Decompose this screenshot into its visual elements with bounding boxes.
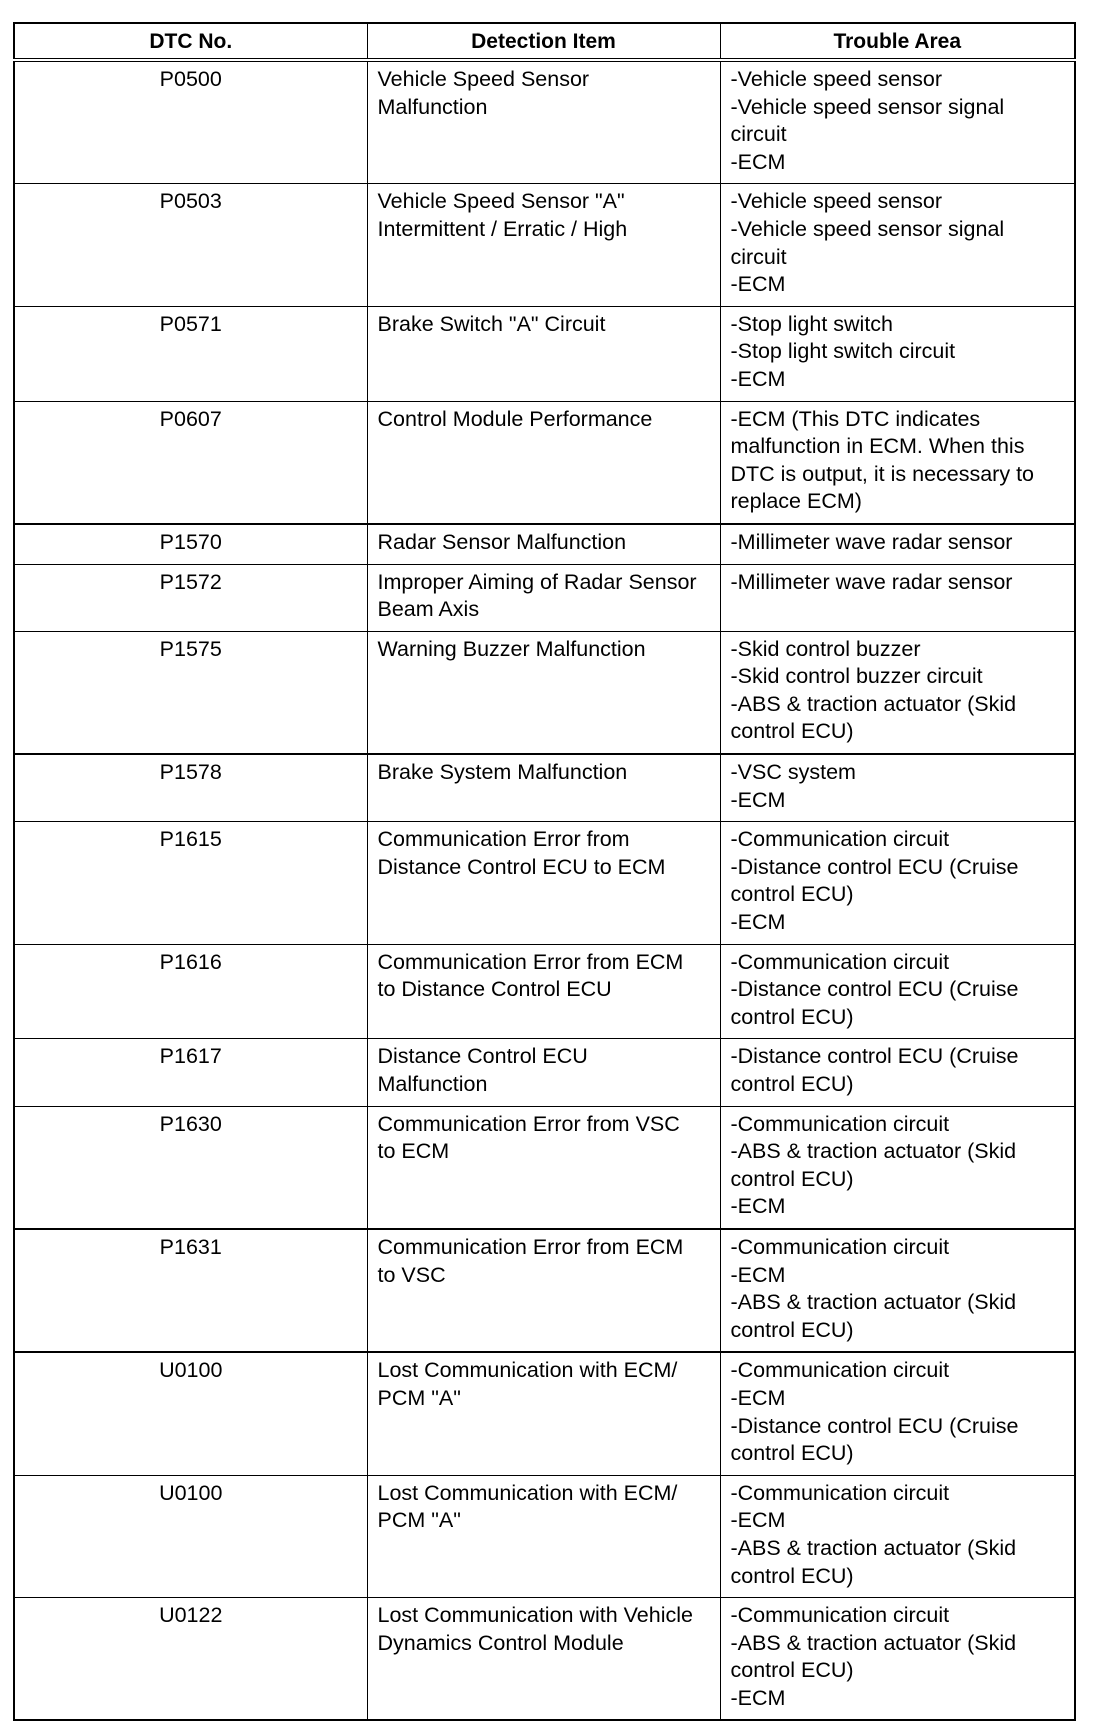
trouble-area-line: -Vehicle speed sensor signal (730, 216, 1005, 241)
trouble-area-line: control ECU) (730, 1166, 854, 1191)
table-row (14, 1229, 1075, 1352)
trouble-area (720, 1475, 1075, 1597)
trouble-area (720, 184, 1075, 306)
table-row (14, 524, 1075, 564)
trouble-area-line: -ECM (730, 787, 786, 812)
trouble-area (720, 631, 1075, 754)
trouble-area-line: circuit (730, 122, 787, 147)
dtc-code: P1570 (14, 524, 367, 564)
trouble-area-line: -Vehicle speed sensor (730, 67, 943, 91)
trouble-area-line: replace ECM) (730, 489, 862, 514)
header-dtc-no: DTC No. (14, 23, 367, 60)
table-row (14, 184, 1075, 306)
trouble-area-line: control ECU) (730, 719, 854, 744)
detection-item-line: Brake System Malfunction (377, 760, 628, 785)
trouble-area-line: -ABS & traction actuator (Skid (730, 1290, 1017, 1315)
detection-item (367, 306, 720, 401)
trouble-area-line: -ECM (730, 910, 786, 935)
detection-item-line: Control Module Performance (377, 406, 653, 431)
trouble-area-line: -VSC system (730, 760, 856, 785)
table-row (14, 60, 1075, 184)
detection-item-line: Brake Switch "A" Circuit (377, 311, 606, 336)
table-row (14, 822, 1075, 944)
header-detection-item: Detection Item (367, 23, 720, 60)
trouble-area (720, 401, 1075, 524)
detection-item-line: Communication Error from (377, 827, 630, 852)
trouble-area-line: -Distance control ECU (Cruise (730, 1413, 1019, 1438)
trouble-area (720, 1598, 1075, 1721)
detection-item-line: Beam Axis (377, 597, 480, 622)
detection-item-line: PCM "A" (377, 1385, 461, 1410)
trouble-area-line: -Communication circuit (730, 949, 950, 974)
detection-item-line: Communication Error from ECM (377, 1234, 684, 1259)
detection-item-line: Dynamics Control Module (377, 1630, 624, 1655)
trouble-area-line: -Millimeter wave radar sensor (730, 529, 1013, 554)
trouble-area-line: -Stop light switch (730, 311, 894, 336)
trouble-area (720, 1352, 1075, 1475)
dtc-code: P0503 (14, 184, 367, 306)
header-trouble-area: Trouble Area (720, 23, 1075, 60)
trouble-area-line: -ECM (730, 149, 786, 174)
detection-item-line: Communication Error from VSC (377, 1111, 680, 1136)
trouble-area-line: -ECM (730, 1385, 786, 1410)
detection-item (367, 1475, 720, 1597)
trouble-area (720, 944, 1075, 1039)
detection-item (367, 1598, 720, 1721)
trouble-area-line: -Communication circuit (730, 1358, 950, 1383)
detection-item (367, 1106, 720, 1229)
detection-item-line: to ECM (377, 1139, 450, 1164)
dtc-code: P1572 (14, 564, 367, 631)
header-row (14, 23, 1075, 60)
trouble-area-line: -Distance control ECU (Cruise (730, 854, 1019, 879)
trouble-area (720, 1039, 1075, 1106)
dtc-code: P1630 (14, 1106, 367, 1229)
dtc-code: P1578 (14, 754, 367, 822)
trouble-area (720, 524, 1075, 564)
trouble-area-line: -ABS & traction actuator (Skid (730, 1535, 1017, 1560)
trouble-area-line: control ECU) (730, 1004, 854, 1029)
detection-item-line: Distance Control ECU to ECM (377, 854, 666, 879)
detection-item-line: to VSC (377, 1262, 446, 1287)
dtc-code: U0122 (14, 1598, 367, 1721)
detection-item (367, 944, 720, 1039)
dtc-code: P1575 (14, 631, 367, 754)
detection-item-line: Intermittent / Erratic / High (377, 216, 628, 241)
trouble-area (720, 1229, 1075, 1352)
detection-item-line: Radar Sensor Malfunction (377, 529, 627, 554)
detection-item (367, 184, 720, 306)
table-row (14, 944, 1075, 1039)
detection-item-line: Distance Control ECU (377, 1044, 588, 1069)
table-row (14, 631, 1075, 754)
trouble-area-line: -ECM (730, 366, 786, 391)
trouble-area-line: control ECU) (730, 882, 854, 907)
trouble-area (720, 306, 1075, 401)
trouble-area (720, 822, 1075, 944)
table-row (14, 1475, 1075, 1597)
table-header (14, 23, 1075, 60)
trouble-area-line: -ECM (730, 1262, 786, 1287)
trouble-area-line: control ECU) (730, 1317, 854, 1342)
dtc-code: P0607 (14, 401, 367, 524)
table-row (14, 401, 1075, 524)
table-row (14, 1352, 1075, 1475)
table-row (14, 754, 1075, 822)
trouble-area-line: control ECU) (730, 1072, 854, 1096)
dtc-code: P1616 (14, 944, 367, 1039)
trouble-area-line: -Communication circuit (730, 1234, 950, 1259)
dtc-code: P0500 (14, 60, 367, 184)
trouble-area-line: control ECU) (730, 1563, 854, 1588)
trouble-area-line: -Vehicle speed sensor signal (730, 94, 1005, 119)
trouble-area-line: -ECM (730, 1194, 786, 1219)
table-row (14, 564, 1075, 631)
detection-item-line: Lost Communication with Vehicle (377, 1603, 693, 1628)
trouble-area-line: circuit (730, 244, 787, 269)
trouble-area (720, 1106, 1075, 1229)
detection-item (367, 401, 720, 524)
detection-item-line: Vehicle Speed Sensor "A" (377, 189, 625, 214)
trouble-area-line: -Millimeter wave radar sensor (730, 569, 1013, 594)
trouble-area-line: -ECM (730, 1508, 786, 1533)
trouble-area-line: -Communication circuit (730, 827, 950, 852)
detection-item (367, 524, 720, 564)
trouble-area-line: malfunction in ECM. When this (730, 434, 1025, 459)
trouble-area-line: -ABS & traction actuator (Skid (730, 1630, 1017, 1655)
dtc-code: P0571 (14, 306, 367, 401)
trouble-area-line: control ECU) (730, 1441, 854, 1466)
table-row (14, 1598, 1075, 1721)
detection-item (367, 1039, 720, 1106)
detection-item-line: Lost Communication with ECM/ (377, 1480, 678, 1505)
detection-item (367, 564, 720, 631)
detection-item-line: Malfunction (377, 1072, 488, 1096)
detection-item-line: to Distance Control ECU (377, 977, 612, 1002)
trouble-area-line: -ABS & traction actuator (Skid (730, 691, 1017, 716)
dtc-code: P1615 (14, 822, 367, 944)
trouble-area-line: -Skid control buzzer (730, 636, 921, 661)
detection-item (367, 60, 720, 184)
detection-item-line: Lost Communication with ECM/ (377, 1358, 678, 1383)
detection-item-line: Communication Error from ECM (377, 949, 684, 974)
trouble-area-line: control ECU) (730, 1658, 854, 1683)
table-row (14, 306, 1075, 401)
dtc-code: P1617 (14, 1039, 367, 1106)
trouble-area-line: -ECM (This DTC indicates (730, 406, 981, 431)
trouble-area-line: -Skid control buzzer circuit (730, 664, 983, 689)
trouble-area (720, 754, 1075, 822)
detection-item-line: Warning Buzzer Malfunction (377, 636, 646, 661)
detection-item-line: Malfunction (377, 94, 488, 119)
dtc-code: U0100 (14, 1352, 367, 1475)
trouble-area-line: -Communication circuit (730, 1603, 950, 1628)
trouble-area-line: -Vehicle speed sensor (730, 189, 943, 214)
trouble-area-line: -ECM (730, 272, 786, 297)
trouble-area-line: -Distance control ECU (Cruise (730, 977, 1019, 1002)
detection-item (367, 822, 720, 944)
detection-item (367, 754, 720, 822)
trouble-area-line: -Distance control ECU (Cruise (730, 1044, 1019, 1069)
dtc-table (13, 22, 1076, 1721)
trouble-area-line: -ECM (730, 1685, 786, 1710)
trouble-area-line: -Stop light switch circuit (730, 339, 956, 364)
detection-item (367, 1352, 720, 1475)
detection-item (367, 631, 720, 754)
detection-item-line: Improper Aiming of Radar Sensor (377, 569, 697, 594)
table-body (14, 60, 1075, 1720)
trouble-area-line: -Communication circuit (730, 1480, 950, 1505)
trouble-area-line: DTC is output, it is necessary to (730, 461, 1034, 486)
detection-item (367, 1229, 720, 1352)
dtc-code: P1631 (14, 1229, 367, 1352)
dtc-code: U0100 (14, 1475, 367, 1597)
trouble-area (720, 564, 1075, 631)
table-row (14, 1039, 1075, 1106)
trouble-area-line: -ABS & traction actuator (Skid (730, 1139, 1017, 1164)
detection-item-line: Vehicle Speed Sensor (377, 67, 590, 91)
trouble-area-line: -Communication circuit (730, 1111, 950, 1136)
trouble-area (720, 60, 1075, 184)
table-row (14, 1106, 1075, 1229)
detection-item-line: PCM "A" (377, 1508, 461, 1533)
